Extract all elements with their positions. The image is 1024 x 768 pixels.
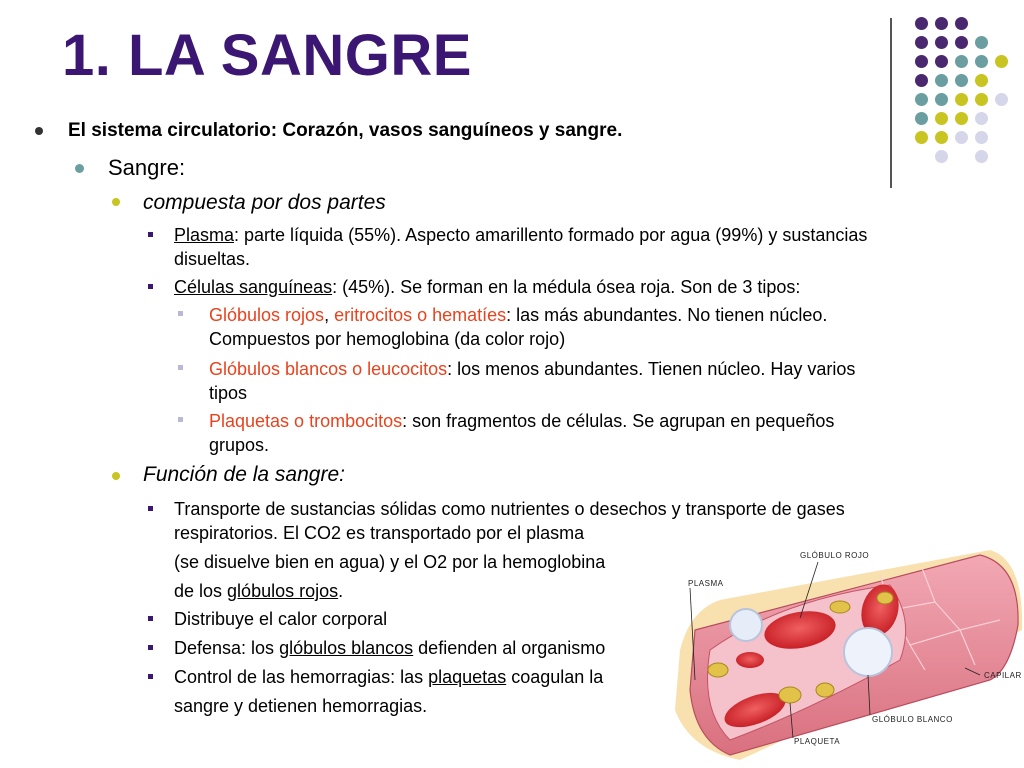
- item-plasma: Plasma: parte líquida (55%). Aspecto amarillento formado por agua (99%) y sustancias: [174, 225, 868, 245]
- platelet: [779, 687, 801, 703]
- item-plaquetas: Plaquetas o trombocitos: son fragmentos de células. Se agrupan en pequeños: [209, 411, 835, 431]
- item-transporte-l4: de los glóbulos rojos.: [174, 581, 344, 601]
- bullet-sub: [178, 417, 183, 422]
- bullet-sub: [178, 311, 183, 316]
- label-capilar: CAPILAR: [984, 671, 1022, 680]
- label-plasma: PLASMA: [688, 579, 724, 588]
- item-transporte-l3: (se disuelve bien en agua) y el O2 por la hemoglobina: [174, 552, 606, 572]
- label-globulo-blanco: GLÓBULO BLANCO: [872, 715, 953, 724]
- item-transporte: Transporte de sustancias sólidas como nutrientes o desechos y transporte de gases: [174, 499, 845, 519]
- white-blood-cell: [844, 628, 892, 676]
- bullet-square: [148, 284, 153, 289]
- item-plaquetas-cont: grupos.: [209, 435, 270, 455]
- item-plasma-cont: disueltas.: [174, 249, 251, 269]
- bullet-dot: [112, 472, 120, 480]
- bullet-square: [148, 674, 153, 679]
- bullet-sangre: Sangre:: [108, 155, 186, 180]
- bullet-dot: [35, 127, 43, 135]
- bullet-square: [148, 616, 153, 621]
- item-globulos-blancos: Glóbulos blancos o leucocitos: los menos abundantes. Tienen núcleo. Hay varios: [209, 359, 856, 379]
- item-globulos-blancos-cont: tipos: [209, 383, 248, 403]
- blood-vessel-diagram: [660, 540, 1024, 768]
- bullet-funcion: Función de la sangre:: [143, 463, 345, 486]
- decorative-dots: [900, 12, 1010, 172]
- item-transporte-l2: respiratorios. El CO2 es transportado por el plasma: [174, 523, 585, 543]
- item-celulas: Células sanguíneas: (45%). Se forman en la médula ósea roja. Son de 3 tipos:: [174, 277, 801, 297]
- platelet: [708, 663, 728, 677]
- item-globulos-rojos: Glóbulos rojos, eritrocitos o hematíes: las más abundantes. No tienen núcleo.: [209, 305, 828, 325]
- page-title: 1. LA SANGRE: [62, 23, 472, 88]
- platelet: [877, 592, 893, 604]
- platelet: [816, 683, 834, 697]
- bullet-sub: [178, 365, 183, 370]
- bullet-sistema-circulatorio: El sistema circulatorio: Corazón, vasos sanguíneos y sangre.: [68, 120, 623, 141]
- item-defensa: Defensa: los glóbulos blancos defienden al organismo: [174, 638, 606, 658]
- item-control: Control de las hemorragias: las plaquetas coagulan la: [174, 667, 604, 687]
- bullet-compuesta: compuesta por dos partes: [143, 191, 386, 214]
- item-globulos-rojos-cont: Compuestos por hemoglobina (da color rojo): [209, 329, 566, 349]
- bullet-square: [148, 645, 153, 650]
- bullet-dot: [112, 198, 120, 206]
- bullet-dot: [75, 164, 84, 173]
- label-globulo-rojo: GLÓBULO ROJO: [800, 551, 870, 560]
- red-blood-cell: [736, 652, 764, 668]
- title-divider: [890, 18, 892, 188]
- platelet: [830, 601, 850, 613]
- bullet-square: [148, 506, 153, 511]
- label-plaqueta: PLAQUETA: [794, 737, 841, 746]
- bullet-square: [148, 232, 153, 237]
- white-blood-cell: [730, 609, 762, 641]
- item-calor: Distribuye el calor corporal: [174, 609, 388, 629]
- item-control-cont: sangre y detienen hemorragias.: [174, 696, 428, 716]
